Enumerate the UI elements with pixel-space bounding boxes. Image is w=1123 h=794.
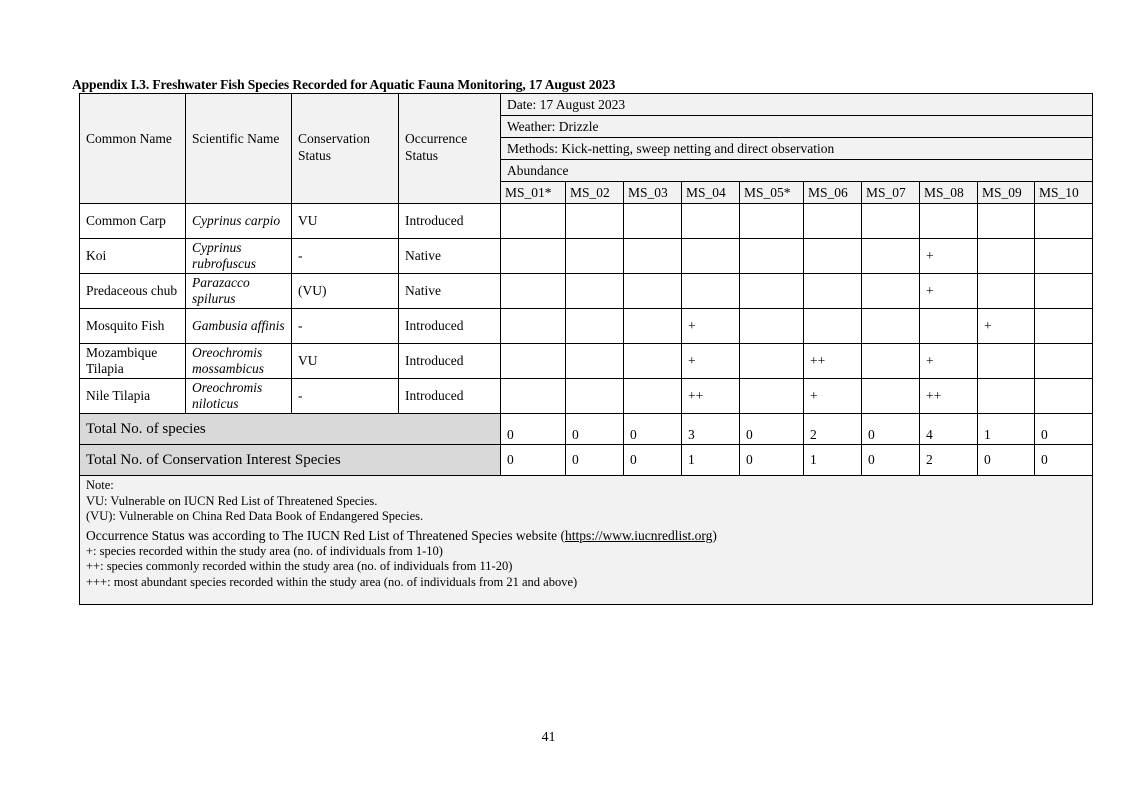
abundance-cell [862,239,920,274]
page-number: 41 [541,730,556,745]
abundance-cell: ++ [920,379,978,414]
notes-cell [80,476,1093,605]
total-conservation-value: 1 [682,445,740,476]
scientific-name-cell: Oreochromis mossambicus [186,344,292,379]
table-header [80,94,1093,204]
abundance-cell [978,239,1035,274]
abundance-cell [740,274,804,309]
common-name-cell: Predaceous chub [80,274,186,309]
conservation-status-cell: (VU) [292,274,399,309]
abundance-cell: ++ [804,344,862,379]
abundance-cell [566,274,624,309]
note-occurrence-suffix: ) [712,527,717,543]
header-methods: Methods: Kick-netting, sweep netting and direct observation [501,138,1093,160]
abundance-cell [804,274,862,309]
abundance-cell [501,379,566,414]
abundance-cell: ++ [682,379,740,414]
abundance-cell: + [682,344,740,379]
abundance-cell: + [920,239,978,274]
abundance-cell [624,239,682,274]
occurrence-status-cell: Introduced [399,309,501,344]
total-species-label: Total No. of species [80,414,501,445]
total-species-value: 0 [740,414,804,445]
header-abundance: Abundance [501,160,1093,182]
scientific-name-cell: Gambusia affinis [186,309,292,344]
note-vu: VU: Vulnerable on IUCN Red List of Threatened Species. [86,493,378,508]
station-header: MS_03 [624,182,682,204]
total-conservation-row [80,445,1093,476]
note-plus3: +++: most abundant species recorded within the study area (no. of individuals from 21 and above) [86,574,578,589]
total-conservation-value: 0 [978,445,1035,476]
occurrence-status-cell: Native [399,239,501,274]
conservation-status-cell: - [292,239,399,274]
total-species-value: 0 [566,414,624,445]
abundance-cell [682,204,740,239]
station-header: MS_07 [862,182,920,204]
station-header: MS_01* [501,182,566,204]
abundance-cell [566,379,624,414]
total-species-value: 0 [1035,414,1093,445]
total-conservation-value: 0 [1035,445,1093,476]
conservation-status-cell: VU [292,204,399,239]
table-row [80,309,1093,344]
note-occurrence-prefix: Occurrence Status was according to The IUCN Red List of Threatened Species website ( [86,527,565,543]
abundance-cell [978,379,1035,414]
abundance-cell [978,204,1035,239]
abundance-cell [978,274,1035,309]
abundance-cell [920,309,978,344]
note-vu-china: (VU): Vulnerable on China Red Data Book of Endangered Species. [86,509,424,523]
abundance-cell [501,239,566,274]
abundance-cell [566,204,624,239]
abundance-cell: + [920,344,978,379]
abundance-cell: + [978,309,1035,344]
abundance-cell [862,204,920,239]
abundance-cell [566,239,624,274]
header-occurrence-status: Occurrence Status [399,94,501,204]
notes-row [80,476,1093,605]
scientific-name-cell: Parazacco spilurus [186,274,292,309]
occurrence-status-cell: Native [399,274,501,309]
abundance-cell [862,344,920,379]
station-header: MS_02 [566,182,624,204]
occurrence-status-cell: Introduced [399,379,501,414]
abundance-cell [804,239,862,274]
abundance-cell [1035,239,1093,274]
conservation-status-cell: - [292,379,399,414]
abundance-cell [682,239,740,274]
abundance-cell [862,379,920,414]
table-row [80,239,1093,274]
abundance-cell [1035,204,1093,239]
table-row [80,204,1093,239]
abundance-cell [1035,344,1093,379]
total-conservation-value: 1 [804,445,862,476]
abundance-cell [862,274,920,309]
table-row [80,274,1093,309]
abundance-cell [920,204,978,239]
abundance-cell [624,379,682,414]
abundance-cell [501,309,566,344]
total-conservation-value: 0 [566,445,624,476]
total-species-value: 0 [862,414,920,445]
header-conservation-status: Conservation Status [292,94,399,204]
abundance-cell: + [682,309,740,344]
abundance-cell: + [804,379,862,414]
abundance-cell [740,204,804,239]
abundance-cell [862,309,920,344]
abundance-cell [740,379,804,414]
table-totals [80,414,1093,605]
total-species-row [80,414,1093,445]
common-name-cell: Nile Tilapia [80,379,186,414]
table-row [80,379,1093,414]
abundance-cell: + [920,274,978,309]
table-caption: Appendix I.3. Freshwater Fish Species Recorded for Aquatic Fauna Monitoring, 17 August 2023 [72,77,616,92]
conservation-status-cell: - [292,309,399,344]
note-title: Note: [86,478,114,492]
total-conservation-value: 2 [920,445,978,476]
abundance-cell [501,204,566,239]
common-name-cell: Common Carp [80,204,186,239]
abundance-cell [978,344,1035,379]
header-common-name: Common Name [80,94,186,204]
abundance-cell [740,344,804,379]
fish-species-table [79,93,1093,605]
total-species-value: 2 [804,414,862,445]
conservation-status-cell: VU [292,344,399,379]
total-species-value: 3 [682,414,740,445]
occurrence-status-cell: Introduced [399,204,501,239]
station-header: MS_06 [804,182,862,204]
species-rows [80,204,1093,414]
total-conservation-value: 0 [624,445,682,476]
abundance-cell [740,309,804,344]
note-plus2: ++: species commonly recorded within the study area (no. of individuals from 11-20) [86,559,513,573]
header-weather: Weather: Drizzle [501,116,1093,138]
total-species-value: 1 [978,414,1035,445]
header-date: Date: 17 August 2023 [501,94,1093,116]
common-name-cell: Koi [80,239,186,274]
common-name-cell: Mozambique Tilapia [80,344,186,379]
total-species-value: 0 [501,414,566,445]
scientific-name-cell: Cyprinus rubrofuscus [186,239,292,274]
station-header: MS_09 [978,182,1035,204]
abundance-cell [1035,274,1093,309]
scientific-name-cell: Cyprinus carpio [186,204,292,239]
total-conservation-value: 0 [501,445,566,476]
total-species-value: 0 [624,414,682,445]
abundance-cell [740,239,804,274]
abundance-cell [501,274,566,309]
abundance-cell [1035,379,1093,414]
total-conservation-label: Total No. of Conservation Interest Species [80,445,501,476]
abundance-cell [501,344,566,379]
total-conservation-value: 0 [862,445,920,476]
table-row [80,344,1093,379]
total-conservation-value: 0 [740,445,804,476]
station-header: MS_08 [920,182,978,204]
total-species-value: 4 [920,414,978,445]
station-header: MS_05* [740,182,804,204]
abundance-cell [566,309,624,344]
iucn-link[interactable]: https://www.iucnredlist.org [564,527,713,543]
abundance-cell [1035,309,1093,344]
scientific-name-cell: Oreochromis niloticus [186,379,292,414]
abundance-cell [624,344,682,379]
note-plus1: +: species recorded within the study area (no. of individuals from 1-10) [86,543,443,558]
common-name-cell: Mosquito Fish [80,309,186,344]
abundance-cell [624,204,682,239]
note-occurrence [86,528,1086,544]
station-header: MS_04 [682,182,740,204]
abundance-cell [804,309,862,344]
abundance-cell [566,344,624,379]
occurrence-status-cell: Introduced [399,344,501,379]
abundance-cell [804,204,862,239]
abundance-cell [624,309,682,344]
abundance-cell [682,274,740,309]
station-header: MS_10 [1035,182,1093,204]
abundance-cell [624,274,682,309]
header-scientific-name: Scientific Name [186,94,292,204]
